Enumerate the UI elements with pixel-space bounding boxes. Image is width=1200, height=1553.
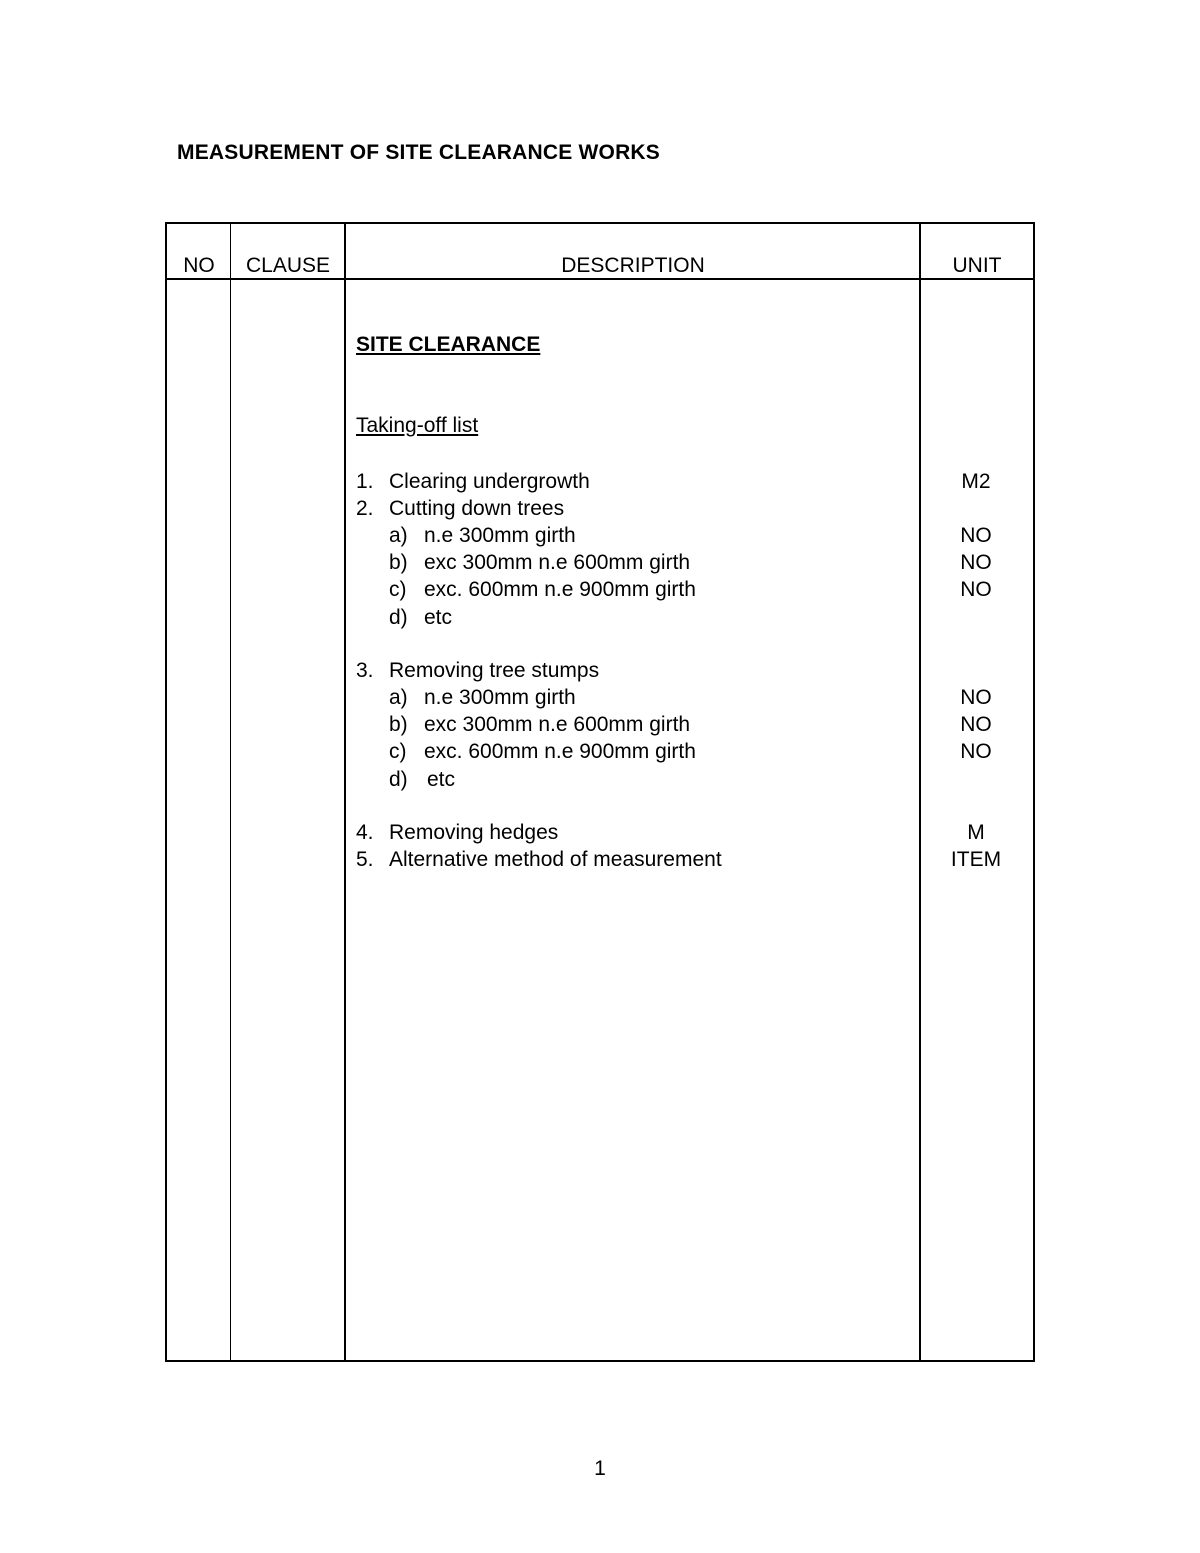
sub-item-description: exc 300mm n.e 600mm girth (424, 551, 691, 574)
item-description: Removing tree stumps (389, 659, 600, 682)
item-unit: M (967, 821, 985, 844)
item-number: 1. (356, 470, 374, 493)
sub-item-letter: d) (389, 768, 408, 791)
item-number: 4. (356, 821, 374, 844)
item-number: 5. (356, 848, 374, 871)
measurement-table (165, 222, 1035, 1362)
sub-item-description: etc (427, 768, 456, 791)
item-description: Clearing undergrowth (389, 470, 590, 493)
sub-item-unit: NO (960, 740, 992, 763)
sub-item-description: etc (424, 606, 453, 629)
section-heading: SITE CLEARANCE (356, 333, 541, 356)
sub-item-unit: NO (960, 686, 992, 709)
item-description: Removing hedges (389, 821, 559, 844)
header-no: NO (183, 254, 215, 277)
sub-item-description: exc 300mm n.e 600mm girth (424, 713, 691, 736)
sub-item-letter: a) (389, 524, 408, 547)
sub-item-description: exc. 600mm n.e 900mm girth (424, 578, 696, 601)
header-clause: CLAUSE (245, 254, 331, 277)
sub-item-unit: NO (960, 551, 992, 574)
header-description: DESCRIPTION (561, 254, 705, 277)
page-number: 1 (594, 1457, 606, 1480)
page-title: MEASUREMENT OF SITE CLEARANCE WORKS (177, 141, 661, 164)
sub-item-unit: NO (960, 524, 992, 547)
column-divider (344, 224, 346, 1360)
header-divider (167, 278, 1033, 280)
sub-item-letter: b) (389, 551, 408, 574)
sub-item-letter: c) (389, 740, 407, 763)
sub-item-letter: a) (389, 686, 408, 709)
item-description: Cutting down trees (389, 497, 565, 520)
item-number: 2. (356, 497, 374, 520)
item-unit: M2 (961, 470, 991, 493)
sub-item-description: exc. 600mm n.e 900mm girth (424, 740, 696, 763)
item-number: 3. (356, 659, 374, 682)
sub-item-letter: c) (389, 578, 407, 601)
taking-off-list-heading: Taking-off list (356, 414, 479, 437)
sub-item-description: n.e 300mm girth (424, 524, 576, 547)
sub-item-description: n.e 300mm girth (424, 686, 576, 709)
header-unit: UNIT (952, 254, 1002, 277)
item-unit: ITEM (950, 848, 1002, 871)
column-divider (230, 224, 231, 1360)
sub-item-unit: NO (960, 713, 992, 736)
sub-item-unit: NO (960, 578, 992, 601)
column-divider (919, 224, 921, 1360)
sub-item-letter: d) (389, 606, 408, 629)
item-description: Alternative method of measurement (389, 848, 722, 871)
sub-item-letter: b) (389, 713, 408, 736)
